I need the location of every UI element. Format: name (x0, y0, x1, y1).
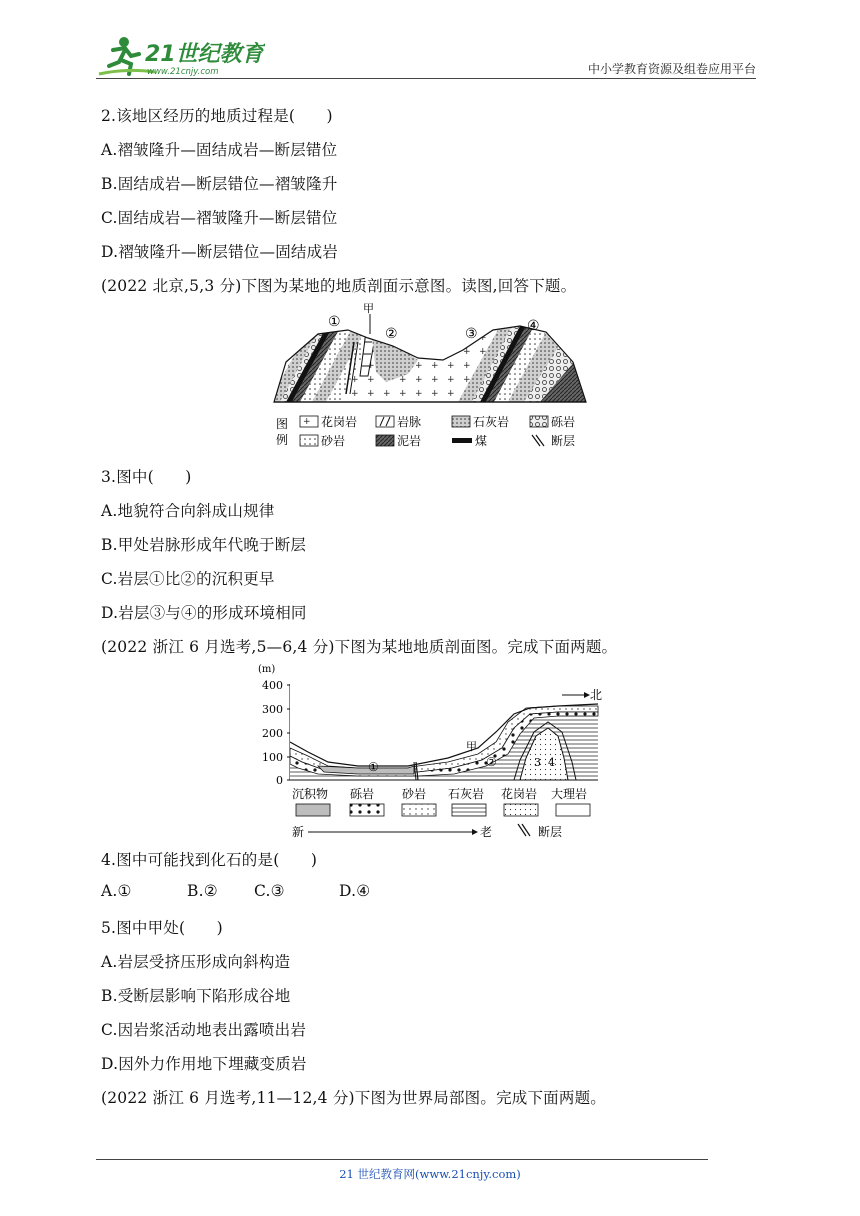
legend-swatch-fault (518, 824, 530, 836)
y-tick-100: 100 (262, 751, 283, 764)
legend-swatch-conglomerate (350, 804, 384, 816)
legend-swatch-granite (300, 416, 318, 427)
q2-option-c: C.固结成岩—褶皱隆升—断层错位 (101, 209, 338, 227)
legend-granite: 花岗岩 (501, 787, 538, 801)
y-tick-400: 400 (262, 679, 283, 692)
legend-title-2: 例 (276, 433, 289, 447)
q3-option-b: B.甲处岩脉形成年代晚于断层 (101, 536, 307, 554)
q4-option-b: B.② (187, 882, 218, 900)
y-tick-200: 200 (262, 727, 283, 740)
legend-swatch-granite (504, 804, 538, 816)
q5-option-c: C.因岩浆活动地表出露喷出岩 (101, 1021, 307, 1039)
legend-limestone: 石灰岩 (473, 415, 510, 429)
marker-1: ① (368, 760, 379, 774)
q3-option-c: C.岩层①比②的沉积更早 (101, 570, 275, 588)
legend-swatch-sandstone (402, 804, 436, 816)
legend-sandstone: 砂岩 (402, 787, 427, 801)
marker-3: 3 (534, 756, 541, 769)
legend-conglomerate: 砾岩 (350, 787, 375, 801)
legend-sandstone: 砂岩 (321, 434, 346, 448)
legend-swatch-mudstone (376, 435, 394, 446)
legend-swatch-fault (532, 435, 544, 446)
footer-divider (96, 1159, 708, 1160)
legend-mudstone: 泥岩 (397, 434, 422, 448)
y-tick-300: 300 (262, 703, 283, 716)
marker-jia: 甲 (466, 740, 477, 753)
logo-url: www.21cnjy.com (147, 67, 219, 77)
legend-swatch-limestone (452, 416, 470, 427)
marker-4: 4 (548, 756, 555, 769)
q2-stem: 2.该地区经历的地质过程是( ) (101, 107, 333, 125)
marker-4: ④ (527, 318, 540, 334)
legend-swatch-marble (556, 804, 590, 816)
marker-jia: 甲 (363, 302, 374, 315)
legend-conglomerate: 砾岩 (551, 415, 576, 429)
q5-option-b: B.受断层影响下陷形成谷地 (101, 987, 291, 1005)
site-logo (95, 34, 265, 78)
legend-sediment: 沉积物 (292, 787, 329, 801)
figure-2-legend (292, 786, 590, 839)
y-tick-0: 0 (276, 774, 283, 787)
q5-stem: 5.图中甲处( ) (101, 919, 223, 937)
legend-dyke: 岩脉 (397, 415, 422, 429)
legend-swatch-conglomerate (530, 416, 548, 427)
q5-option-d: D.因外力作用地下埋藏变质岩 (101, 1055, 307, 1073)
q3-option-a: A.地貌符合向斜成山规律 (101, 502, 275, 520)
age-new-label: 新 (292, 825, 305, 839)
q2-option-a: A.褶皱隆升—固结成岩—断层错位 (101, 141, 338, 159)
legend-marble: 大理岩 (551, 787, 588, 801)
legend-title-1: 图 (276, 417, 289, 431)
legend-limestone: 石灰岩 (448, 787, 485, 801)
marker-3: ③ (465, 326, 478, 342)
north-label: 北 (590, 688, 603, 702)
figure-1-legend (276, 414, 575, 448)
legend-coal: 煤 (475, 434, 488, 448)
legend-swatch-limestone (452, 804, 486, 816)
intro-zhejiang-1: (2022 浙江 6 月选考,5—6,4 分)下图为某地地质剖面图。完成下面两题。 (101, 638, 618, 656)
age-old-label: 老 (480, 825, 493, 839)
marker-2: ② (486, 755, 497, 769)
q2-option-b: B.固结成岩—断层错位—褶皱隆升 (101, 175, 338, 193)
marker-2: ② (385, 326, 398, 342)
q4-option-c: C.③ (254, 882, 285, 900)
legend-fault: 断层 (538, 825, 563, 839)
legend-swatch-coal (452, 438, 472, 443)
y-unit: (m) (258, 664, 276, 675)
intro-zhejiang-2: (2022 浙江 6 月选考,11—12,4 分)下图为世界局部图。完成下面两题。 (101, 1089, 606, 1107)
q2-option-d: D.褶皱隆升—断层错位—固结成岩 (101, 243, 339, 261)
legend-swatch-dyke (376, 416, 394, 427)
q4-option-d: D.④ (339, 882, 371, 900)
legend-fault: 断层 (551, 434, 576, 448)
legend-swatch-sediment (296, 804, 330, 816)
q3-stem: 3.图中( ) (101, 468, 192, 486)
platform-name: 中小学教育资源及组卷应用平台 (587, 62, 756, 76)
y-tick-labels (262, 679, 283, 787)
logo-text: 21世纪教育 (145, 42, 264, 67)
geologic-section-figure-1 (268, 302, 598, 454)
intro-beijing: (2022 北京,5,3 分)下图为某地的地质剖面示意图。读图,回答下题。 (101, 277, 577, 295)
q3-option-d: D.岩层③与④的形成环境相同 (101, 604, 307, 622)
legend-swatch-sandstone (300, 435, 318, 446)
q4-stem: 4.图中可能找到化石的是( ) (101, 851, 318, 869)
geologic-section-figure-2 (258, 662, 608, 842)
marker-1: ① (328, 314, 341, 330)
header-divider (96, 78, 756, 79)
q4-option-a: A.① (101, 882, 132, 900)
footer-link[interactable]: 21 世纪教育网(www.21cnjy.com) (339, 1167, 521, 1181)
q5-option-a: A.岩层受挤压形成向斜构造 (101, 953, 291, 971)
legend-granite: 花岗岩 (321, 415, 358, 429)
